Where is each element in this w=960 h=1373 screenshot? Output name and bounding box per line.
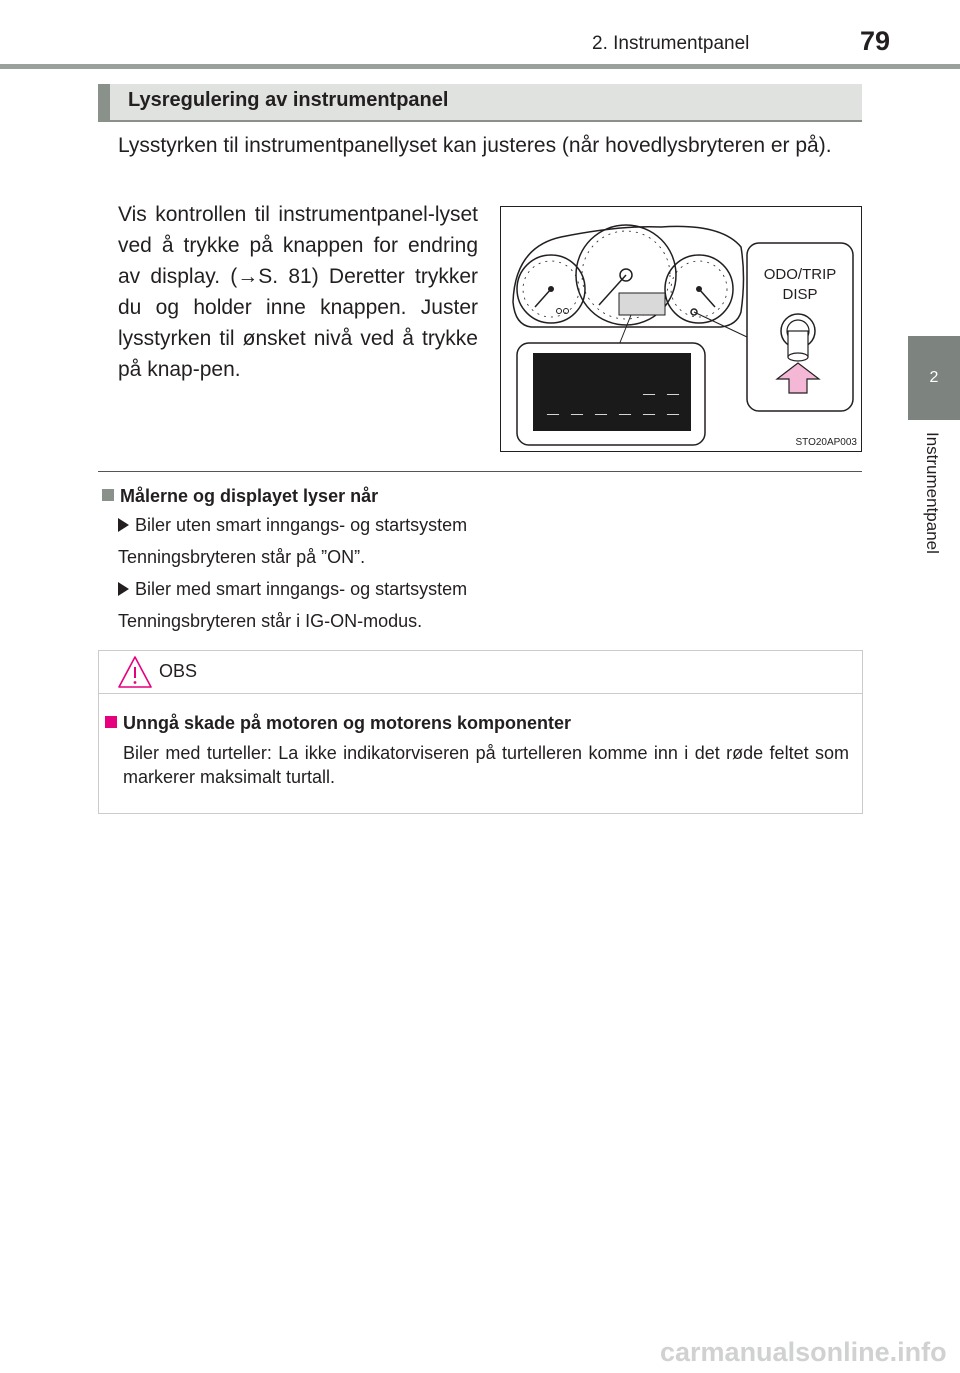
triangle-bullet-icon <box>118 518 129 532</box>
chapter-title: 2. Instrumentpanel <box>592 33 750 54</box>
section-heading-bar <box>98 84 862 120</box>
note-text-2: Tenningsbryteren står i IG-ON-modus. <box>118 611 423 631</box>
page-number: 79 <box>860 26 891 56</box>
side-tab-label-text: Instrumentpanel <box>923 432 942 554</box>
section-underline <box>98 120 862 122</box>
square-bullet-icon <box>102 489 114 501</box>
triangle-bullet-icon <box>118 582 129 596</box>
instrument-panel-figure <box>500 206 862 452</box>
odo-trip-label: ODO/TRIP <box>763 266 837 283</box>
section-divider <box>98 471 862 472</box>
notice-label: OBS <box>159 661 198 681</box>
note-heading <box>102 486 378 507</box>
note-bullet-2-text: Biler med smart inngangs- og startsystem <box>135 579 468 599</box>
note-heading-text: Målerne og displayet lyser når <box>120 486 379 506</box>
note-bullet-2 <box>118 579 467 600</box>
figure-code: STO20AP003 <box>795 437 857 448</box>
notice-heading <box>105 713 571 734</box>
side-tab-number[interactable]: 2 <box>908 336 960 420</box>
instrument-cluster-illustration <box>501 207 863 453</box>
note-text-1: Tenningsbryteren står på ”ON”. <box>118 547 366 567</box>
warning-icon <box>117 655 153 689</box>
note-bullet-1 <box>118 515 467 536</box>
display-bottom-segments: _ _ _ _ _ _ <box>546 397 679 420</box>
disp-label: DISP <box>782 286 818 303</box>
display-top-segments: _ _ <box>642 377 679 400</box>
header-rule <box>0 64 960 69</box>
notice-header <box>99 651 862 694</box>
side-tab-label <box>908 424 960 624</box>
notice-heading-text: Unngå skade på motoren og motorens komponenter <box>123 713 572 733</box>
note-bullet-1-text: Biler uten smart inngangs- og startsystem <box>135 515 468 535</box>
square-bullet-icon <box>105 716 117 728</box>
notice-body: Biler med turteller: La ikke indikatorviseren på turtelleren komme inn i det røde feltet som markerer maksimalt turtall. <box>123 743 849 787</box>
notice-box <box>98 650 863 814</box>
section-title: Lysregulering av instrumentpanel <box>128 89 449 111</box>
intro-paragraph: Lysstyrken til instrumentpanellyset kan justeres (når hovedlysbryteren er på). <box>118 134 832 157</box>
watermark: carmanualsonline.info <box>660 1337 947 1367</box>
instruction-paragraph: Vis kontrollen til instrumentpanel-lyset ved å trykke på knappen for endring av display. (→S. 81) Deretter trykker du og holder inne knappen. Juster lysstyrken til ønsket nivå ved å trykke på knap-pen. <box>118 203 478 381</box>
